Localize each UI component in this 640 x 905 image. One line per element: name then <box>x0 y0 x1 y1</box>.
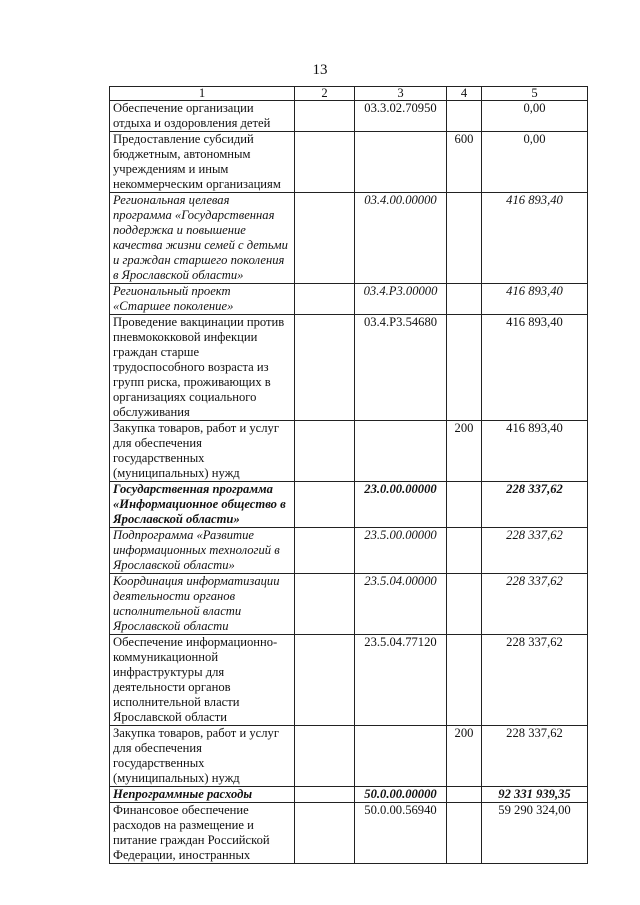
row-col2 <box>295 421 355 482</box>
row-amount: 416 893,40 <box>482 193 588 284</box>
row-amount: 416 893,40 <box>482 284 588 315</box>
header-col-3: 3 <box>355 87 447 101</box>
row-col2 <box>295 482 355 528</box>
row-amount: 228 337,62 <box>482 528 588 574</box>
row-type <box>447 574 482 635</box>
row-name: Закупка товаров, работ и услуг для обеспечения государственных (муниципальных) нужд <box>110 421 295 482</box>
row-amount: 228 337,62 <box>482 726 588 787</box>
header-row <box>110 87 588 101</box>
row-name: Региональный проект «Старшее поколение» <box>110 284 295 315</box>
row-amount: 416 893,40 <box>482 421 588 482</box>
row-code <box>355 132 447 193</box>
row-type: 600 <box>447 132 482 193</box>
row-name: Координация информатизации деятельности органов исполнительной власти Ярославской области <box>110 574 295 635</box>
row-code: 03.4.00.00000 <box>355 193 447 284</box>
row-amount: 228 337,62 <box>482 635 588 726</box>
table-row <box>110 803 588 864</box>
row-amount: 92 331 939,35 <box>482 787 588 803</box>
row-code <box>355 726 447 787</box>
row-code: 50.0.00.00000 <box>355 787 447 803</box>
row-amount: 228 337,62 <box>482 482 588 528</box>
row-name: Непрограммные расходы <box>110 787 295 803</box>
row-code: 23.5.04.77120 <box>355 635 447 726</box>
row-type <box>447 284 482 315</box>
row-name: Обеспечение организации отдыха и оздоровления детей <box>110 101 295 132</box>
row-col2 <box>295 315 355 421</box>
row-name: Подпрограмма «Развитие информационных технологий в Ярославской области» <box>110 528 295 574</box>
row-col2 <box>295 803 355 864</box>
row-col2 <box>295 284 355 315</box>
row-col2 <box>295 574 355 635</box>
table-row <box>110 574 588 635</box>
header-col-4: 4 <box>447 87 482 101</box>
row-type <box>447 635 482 726</box>
row-code: 23.0.00.00000 <box>355 482 447 528</box>
table-row <box>110 193 588 284</box>
header-col-2: 2 <box>295 87 355 101</box>
row-col2 <box>295 101 355 132</box>
row-code: 03.4.P3.54680 <box>355 315 447 421</box>
row-name: Государственная программа «Информационное общество в Ярославской области» <box>110 482 295 528</box>
table-row <box>110 787 588 803</box>
row-code: 50.0.00.56940 <box>355 803 447 864</box>
row-col2 <box>295 528 355 574</box>
table-row <box>110 421 588 482</box>
row-code <box>355 421 447 482</box>
header-col-1: 1 <box>110 87 295 101</box>
row-col2 <box>295 635 355 726</box>
row-type <box>447 482 482 528</box>
row-col2 <box>295 787 355 803</box>
row-code: 23.5.00.00000 <box>355 528 447 574</box>
row-name: Предоставление субсидий бюджетным, автономным учреждениям и иным некоммерческим организациям <box>110 132 295 193</box>
row-col2 <box>295 726 355 787</box>
page-number: 13 <box>312 62 328 78</box>
budget-table <box>109 86 588 864</box>
row-type <box>447 315 482 421</box>
header-col-5: 5 <box>482 87 588 101</box>
table-row <box>110 726 588 787</box>
row-amount: 416 893,40 <box>482 315 588 421</box>
table-row <box>110 528 588 574</box>
row-type <box>447 787 482 803</box>
row-name: Обеспечение информационно-коммуникационной инфраструктуры для деятельности органов исполнительной власти Ярославской области <box>110 635 295 726</box>
row-name: Финансовое обеспечение расходов на размещение и питание граждан Российской Федерации, иностранных <box>110 803 295 864</box>
row-type <box>447 101 482 132</box>
table-row <box>110 482 588 528</box>
table-row <box>110 101 588 132</box>
table-row <box>110 132 588 193</box>
row-name: Проведение вакцинации против пневмококковой инфекции граждан старше трудоспособного возраста из групп риска, проживающих в организациях социального обслуживания <box>110 315 295 421</box>
row-col2 <box>295 132 355 193</box>
row-name: Закупка товаров, работ и услуг для обеспечения государственных (муниципальных) нужд <box>110 726 295 787</box>
row-amount: 228 337,62 <box>482 574 588 635</box>
row-amount: 0,00 <box>482 132 588 193</box>
row-col2 <box>295 193 355 284</box>
row-type <box>447 528 482 574</box>
row-amount: 0,00 <box>482 101 588 132</box>
row-type: 200 <box>447 421 482 482</box>
row-code: 03.4.P3.00000 <box>355 284 447 315</box>
row-type: 200 <box>447 726 482 787</box>
table-row <box>110 635 588 726</box>
row-type <box>447 803 482 864</box>
row-code: 23.5.04.00000 <box>355 574 447 635</box>
table-row <box>110 315 588 421</box>
row-amount: 59 290 324,00 <box>482 803 588 864</box>
row-code: 03.3.02.70950 <box>355 101 447 132</box>
table-row <box>110 284 588 315</box>
row-type <box>447 193 482 284</box>
row-name: Региональная целевая программа «Государственная поддержка и повышение качества жизни семей с детьми и граждан старшего поколения в Ярославской области» <box>110 193 295 284</box>
